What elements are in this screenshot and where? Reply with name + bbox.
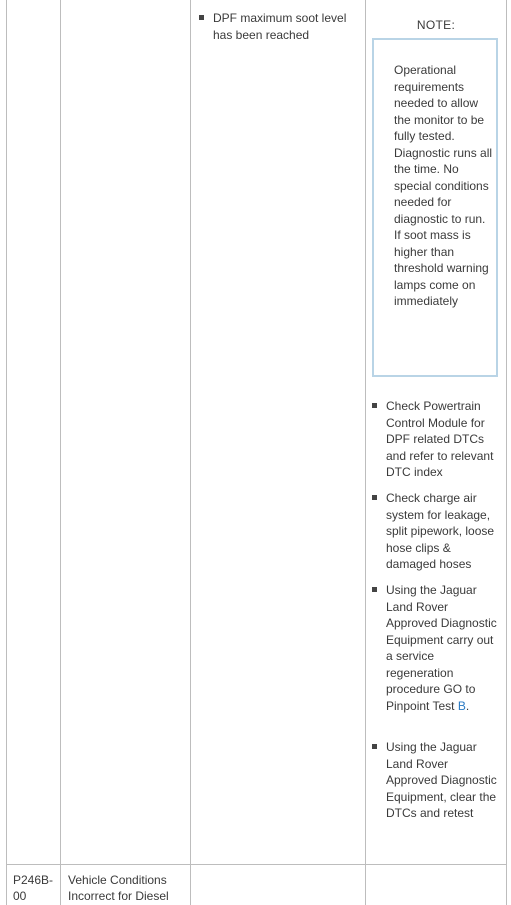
note-box (372, 38, 498, 377)
note-body: Operational requirements needed to allow the monitor to be fully tested. Diagnostic runs all the time. No special conditions needed for diagnostic to run. If soot mass is higher than threshold warning lamps come on immediately (394, 63, 493, 308)
action-item (372, 582, 500, 714)
bullet-icon (372, 403, 377, 408)
action-text: Check Powertrain Control Module for DPF related DTCs and refer to relevant DTC index (386, 399, 494, 479)
dtc-code: P246B-00 (13, 873, 54, 903)
action-text-main: Using the Jaguar Land Rover Approved Diagnostic Equipment carry out a service regeneration procedure GO to Pinpoint Test (386, 583, 497, 713)
table-border-right (506, 0, 507, 905)
note-title: NOTE: (416, 18, 456, 32)
action-item (372, 739, 502, 822)
action-text (386, 582, 500, 714)
action-text: Using the Jaguar Land Rover Approved Diagnostic Equipment, clear the DTCs and retest (386, 740, 497, 820)
bullet-icon (199, 15, 204, 20)
pinpoint-test-link[interactable]: B (457, 698, 466, 713)
column-divider-2 (190, 0, 191, 905)
action-item (372, 398, 500, 481)
action-text: Check charge air system for leakage, split pipework, loose hose clips & damaged hoses (386, 491, 495, 571)
column-divider-3 (365, 0, 366, 905)
table-border-left (6, 0, 7, 905)
bullet-icon (372, 587, 377, 592)
bullet-icon (372, 744, 377, 749)
action-item (372, 490, 503, 573)
action-text-suffix: . (465, 698, 470, 713)
bullet-icon (372, 495, 377, 500)
condition-text: DPF maximum soot level has been reached (213, 11, 347, 42)
condition-bullet (199, 10, 359, 43)
dtc-description: Vehicle Conditions Incorrect for Diesel (68, 873, 169, 903)
row-divider (6, 864, 507, 865)
column-divider-1 (60, 0, 61, 905)
